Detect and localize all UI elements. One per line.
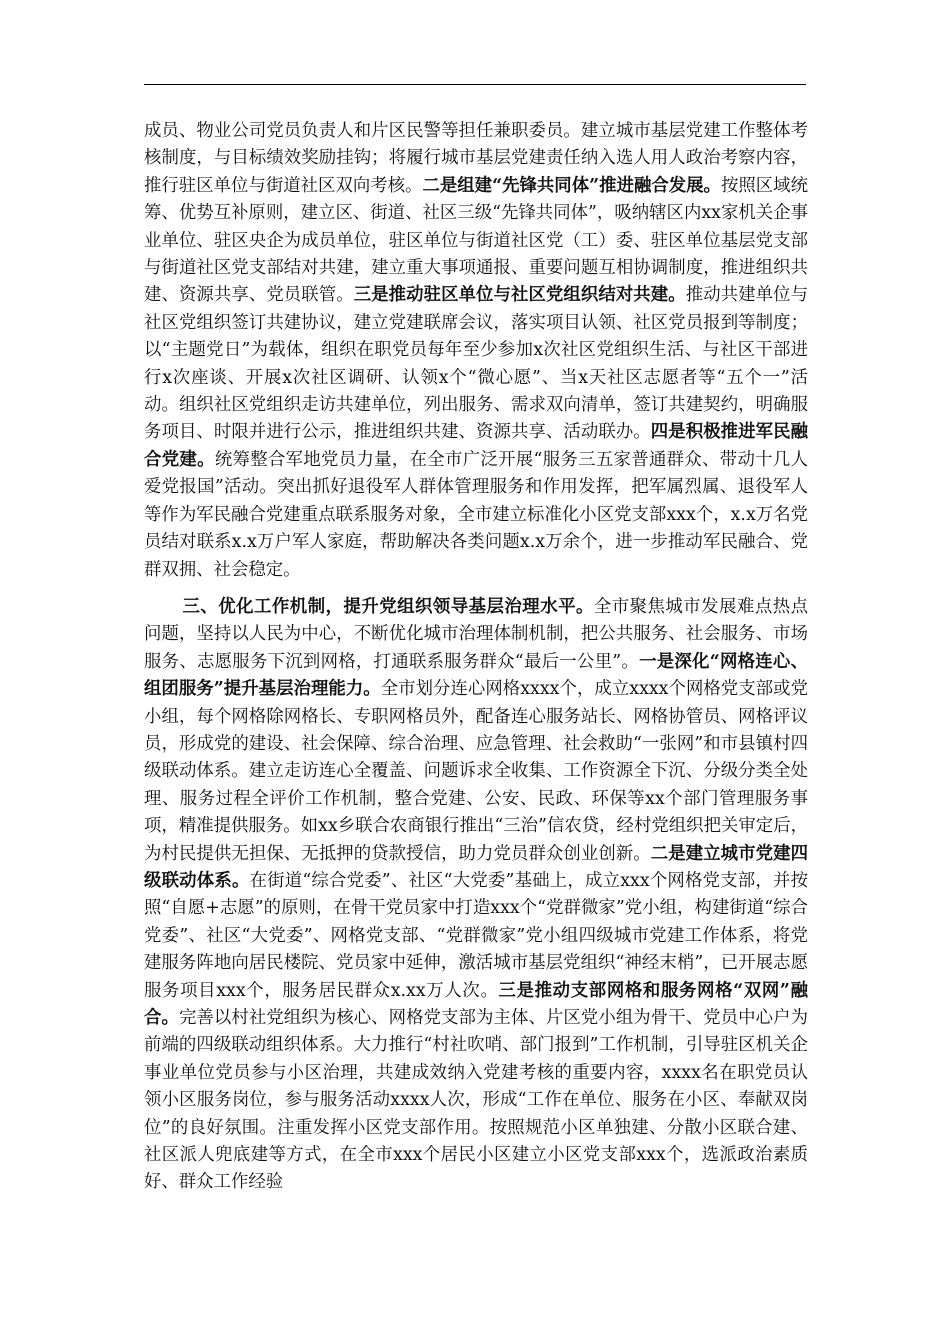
text-run: 全市划分连心网格xxxx个，成立xxxx个网格党支部或党小组，每个网格除网格长、专职网格员外，配备连心服务站长、网格协管员、网格评议员，形成党的建设、社会保障、综合治理、应急管理、社会救助“一张网”和市县镇村四级联动体系。建立走访连心全覆盖、问题诉求全收集、工作资源全下沉、分级分类全处理、服务过程全评价工作机制，整合党建、公安、民政、环保等xx个部门管理服务事项，精准提供服务。如xx乡联合农商银行推出“三治”信农贷，经村党组织把关审定后，为村民提供无担保、无抵押的贷款授信，助力党员群众创业创新。 <box>144 679 808 864</box>
text-run: 推动共建单位与社区党组织签订共建协议，建立党建联席会议，落实项目认领、社区党员报到等制度；以“主题党日”为载体，组织在职党员每年至少参加x次社区党组织生活、与社区干部进行x次座谈、开展x次社区调研、认领x个“微心愿”、当x天社区志愿者等“五个一”活动。组织社区党组织走访共建单位，列出服务、需求双向清单，签订共建契约，明确服务项目、时限并进行公示，推进组织共建、资源共享、活动联办。 <box>144 285 808 443</box>
text-run: 按照区域统筹、优势互补原则，建立区、街道、社区三级“先锋共同体”，吸纳辖区内xx家机关企事业单位、驻区央企为成员单位，驻区单位与街道社区党（工）委、驻区单位基层党支部与街道社区党支部结对共建，建立重大事项通报、重要问题互相协调制度，推进组织共建、资源共享、党员联管。 <box>144 175 808 306</box>
text-run: 完善以村社党组织为核心、网格党支部为主体、片区党小组为骨干、党员中心户为前端的四级联动组织体系。大力推行“村社吹哨、部门报到”工作机制，引导驻区机关企事业单位党员参与小区治理，共建成效纳入党建考核的重要内容，xxxx名在职党员认领小区服务岗位，参与服务活动xxxx人次，形成“工作在单位、服务在小区、奉献双岗位”的良好氛围。注重发挥小区党支部作用。按照规范小区单独建、分散小区联合建、社区派人兜底建等方式，在全市xxx个居民小区建立小区党支部xxx个，选派政治素质好、群众工作经验 <box>144 1008 808 1193</box>
document-body <box>144 118 808 1197</box>
text-run: 全市聚焦城市发展难点热点问题，坚持以人民为中心，不断优化城市治理体制机制，把公共服务、社会服务、市场服务、志愿服务下沉到网格，打通联系服务群众“最后一公里”。 <box>144 596 808 672</box>
bold-run: 三是推动驻区单位与社区党组织结对共建。 <box>353 285 686 306</box>
paragraph-1 <box>144 118 808 584</box>
bold-run: 三是推动支部网格和服务网格“双网”融合。 <box>144 980 808 1028</box>
header-rule <box>144 84 806 85</box>
bold-run: 一是深化“网格连心、组团服务”提升基层治理能力。 <box>144 651 808 700</box>
bold-run: 二是建立城市党建四级联动体系。 <box>144 843 808 891</box>
text-run: 统筹整合军地党员力量，在全市广泛开展“服务三五家普通群众、带动十几人爱党报国”活动。突出抓好退役军人群体管理服务和作用发挥，把军属烈属、退役军人等作为军民融合党建重点联系服务对象，全市建立标准化小区党支部xxx个，x.x万名党员结对联系x.x万户军人家庭，帮助解决各类问题x.x万余个，进一步推动军民融合、党群双拥、社会稳定。 <box>144 449 808 580</box>
text-run: 在街道“综合党委”、社区“大党委”基础上，成立xxx个网格党支部，并按照“自愿+志愿”的原则，在骨干党员家中打造xxx个“党群微家”党小组，构建街道“综合党委”、社区“大党委”、网格党支部、“党群微家”党小组四级城市党建工作体系，将党建服务阵地向居民楼院、党员家中延伸，激活城市基层党组织“神经末梢”，已开展志愿服务项目xxx个，服务居民群众x.xx万人次。 <box>144 870 808 1001</box>
bold-run: 四是积极推进军民融合党建。 <box>144 422 808 470</box>
bold-run: 二是组建“先锋共同体”推进融合发展。 <box>422 175 721 196</box>
paragraph-2 <box>144 594 808 1197</box>
text-run: 成员、物业公司党员负责人和片区民警等担任兼职委员。建立城市基层党建工作整体考核制度，与目标绩效奖励挂钩；将履行城市基层党建责任纳入选人用人政治考察内容，推行驻区单位与街道社区双向考核。 <box>144 121 808 196</box>
section-heading: 三、优化工作机制，提升党组织领导基层治理水平。 <box>182 596 594 617</box>
